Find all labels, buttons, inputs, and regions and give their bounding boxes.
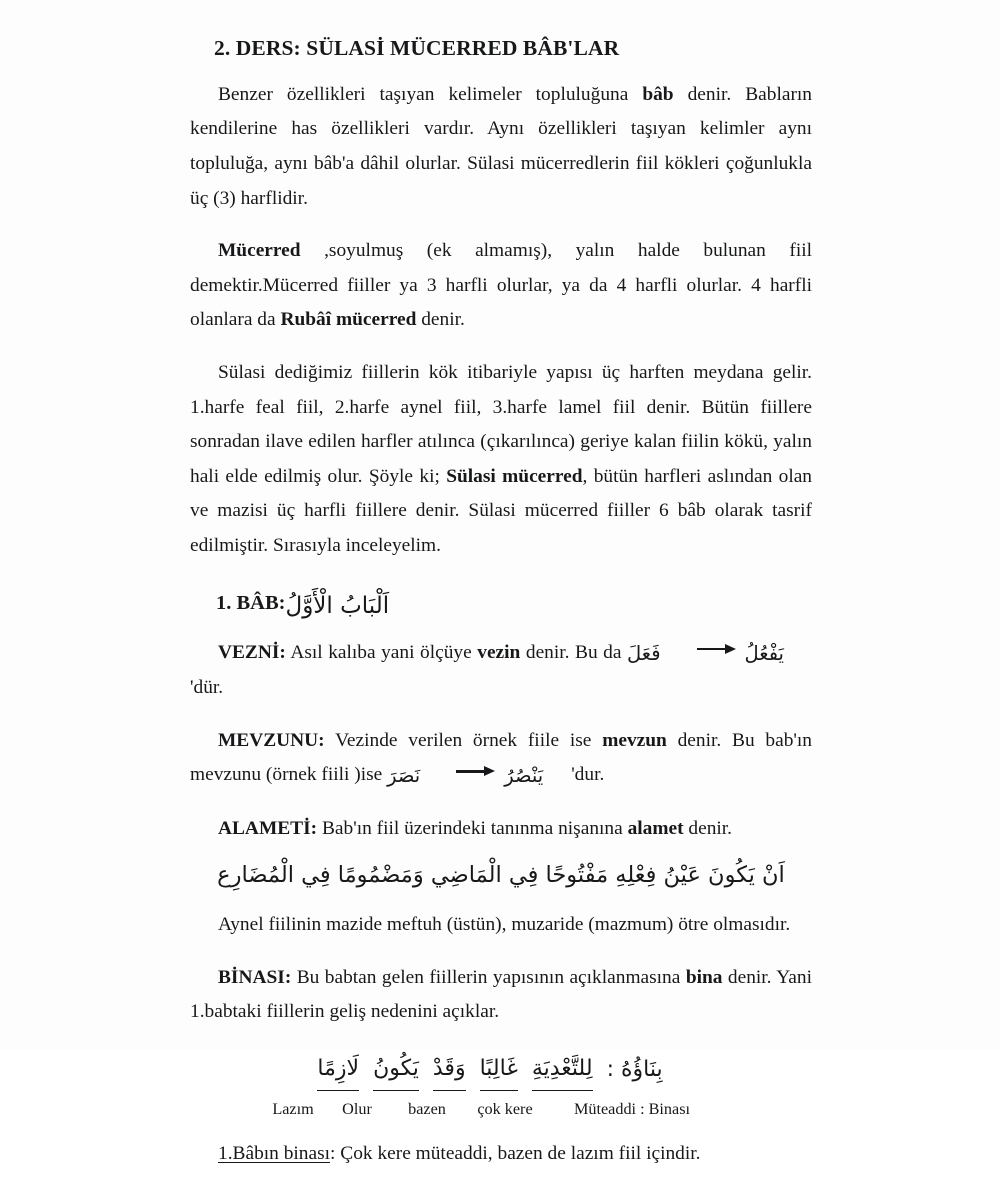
emphasis-bab: bâb [642, 83, 674, 105]
binasi-arabic-text: وَقَدْ [433, 1052, 466, 1091]
binasi-arabic-text: غَالِبًا [480, 1052, 518, 1091]
binasi-arabic-text: بِنَاؤُهُ : [606, 1057, 663, 1083]
page-title: 2. DERS: SÜLASİ MÜCERRED BÂB'LAR [214, 36, 620, 60]
binasi-arabic-row [190, 1052, 790, 1091]
label-vezni: VEZNİ: [218, 641, 286, 663]
text-run: 'dur. [571, 764, 605, 786]
text-run: denir. Babların kendilerine has özellikleri vardır. Aynı özellikleri taşıyan kelimler aynı topluluğa, aynı bâb'a dâhil olurlar. Sülasi mücerredlerin fiil kökleri çoğunlukla üç (3) harflidir. [190, 83, 812, 209]
binasi-arabic-text: يَكُونُ [373, 1052, 419, 1091]
bab-heading-label: 1. BÂB: [216, 591, 286, 614]
text-run: Sülasi dediğimiz fiillerin kök itibariyle yapısı üç harften meydana gelir. 1.harfe feal fiil, 2.harfe aynel fiil, 3.harfe lamel fiil denir. Bütün fiillere sonradan ilave edilen harfler atılınca (çıkarılınca) geriye kalan fiilin kökü, yalın hali elde edilmiş olur. Şöyle ki; [190, 361, 812, 487]
paragraph-first-bab-bina-summary [190, 1137, 812, 1172]
paragraph-binasi [190, 961, 812, 1030]
binasi-arabic-cell [310, 1052, 366, 1091]
paragraph-sulasi-structure [190, 356, 812, 564]
section-heading-first-bab [190, 590, 812, 622]
vezni-arabic-source: فَعَلَ [627, 641, 661, 665]
text-run: : Çok kere müteaddi, bazen de lazım fiil içindir. [330, 1143, 701, 1165]
label-alameti: ALAMETİ: [218, 817, 318, 839]
page-content [190, 36, 812, 1191]
text-run: Bu babtan gelen fiillerin yapısının açıklanmasına [291, 966, 686, 988]
emphasis-mucerred: Mücerred [218, 240, 301, 262]
text-run: denir. Bu bab'ın mevzunu (örnek fiili )ise [190, 729, 812, 786]
binasi-gloss-cell: bazen [408, 1100, 446, 1119]
binasi-arabic-cell [366, 1052, 426, 1091]
binasi-arabic-cell [525, 1052, 600, 1091]
paragraph-mevzunu [190, 724, 812, 794]
binasi-arabic-text: لَازِمًا [317, 1052, 359, 1091]
mevzunu-arabic-target: يَنْصُرُ [504, 764, 544, 788]
alameti-arabic-line: اَنْ يَكُونَ عَيْنُ فِعْلِهِ مَفْتُوحًا فِي الْمَاضِي وَمَضْمُومًا فِي الْمُضَارِع [217, 861, 785, 888]
text-run: Benzer özellikleri taşıyan kelimeler topluluğuna [218, 83, 643, 105]
binasi-arabic-text: لِلتَّعْدِيَةِ [532, 1052, 593, 1091]
text-run: Bab'ın fiil üzerindeki tanınma nişanına [317, 817, 628, 839]
arrow-right-icon [697, 644, 737, 654]
emphasis-rubai-mucerred: Rubâî mücerred [280, 309, 417, 331]
binasi-table [190, 1052, 812, 1119]
text-run: 'dür. [190, 677, 224, 699]
paragraph-mucerred-definition [190, 234, 812, 338]
text-run: denir. [683, 817, 733, 839]
text-run: denir. [416, 309, 465, 331]
mevzunu-arabic-source: نَصَرَ [387, 764, 421, 788]
underlined-label: 1.Bâbın binası [218, 1143, 331, 1165]
paragraph-vezni [190, 636, 812, 706]
paragraph-alameti [190, 812, 812, 847]
label-binasi: BİNASI: [218, 966, 292, 988]
text-run: ,soyulmuş (ek almamış), yalın halde bulunan fiil demektir.Mücerred fiiller ya 3 harfli olurlar, ya da 4 harfli olurlar. 4 harfli olanlara da [190, 240, 812, 331]
bab-heading-arabic: اَلْبَابُ الْأَوَّلُ [285, 592, 390, 619]
text-run: Asıl kalıba yani ölçüye [285, 641, 478, 663]
binasi-gloss-cell: çok kere [477, 1100, 533, 1119]
emphasis-vezin: vezin [477, 641, 521, 663]
binasi-arabic-cell [426, 1052, 473, 1091]
binasi-arabic-cell [473, 1052, 525, 1091]
binasi-gloss-cell: Müteaddi : Binası [574, 1100, 690, 1119]
vezni-arabic-target: يَفْعُلُ [744, 641, 784, 665]
text-run: denir. Bu da [520, 641, 628, 663]
binasi-gloss-row [190, 1100, 790, 1119]
text-run: denir. Yani 1.babtaki fiillerin geliş nedenini açıklar. [190, 966, 812, 1023]
emphasis-bina: bina [685, 966, 723, 988]
arrow-right-icon [456, 766, 496, 776]
paragraph-aynel-fiil: Aynel fiilinin mazide meftuh (üstün), muzaride (mazmum) ötre olmasıdır. [218, 914, 791, 936]
binasi-gloss-cell: Olur [342, 1100, 372, 1119]
paragraph-bab-definition [190, 78, 812, 216]
binasi-gloss-cell: Lazım [272, 1100, 314, 1119]
label-mevzunu: MEVZUNU: [218, 729, 325, 751]
emphasis-alamet: alamet [627, 817, 684, 839]
binasi-arabic-cell [600, 1053, 670, 1091]
emphasis-mevzun: mevzun [602, 729, 667, 751]
text-run: , bütün harfleri aslından olan ve mazisi üç harfli fiillere denir. Sülasi mücerred fiiller 6 bâb olarak tasrif edilmiştir. Sırasıyla inceleyelim. [190, 465, 813, 556]
text-run: Vezinde verilen örnek fiile ise [324, 729, 603, 751]
emphasis-sulasi-mucerred: Sülasi mücerred [446, 465, 583, 487]
